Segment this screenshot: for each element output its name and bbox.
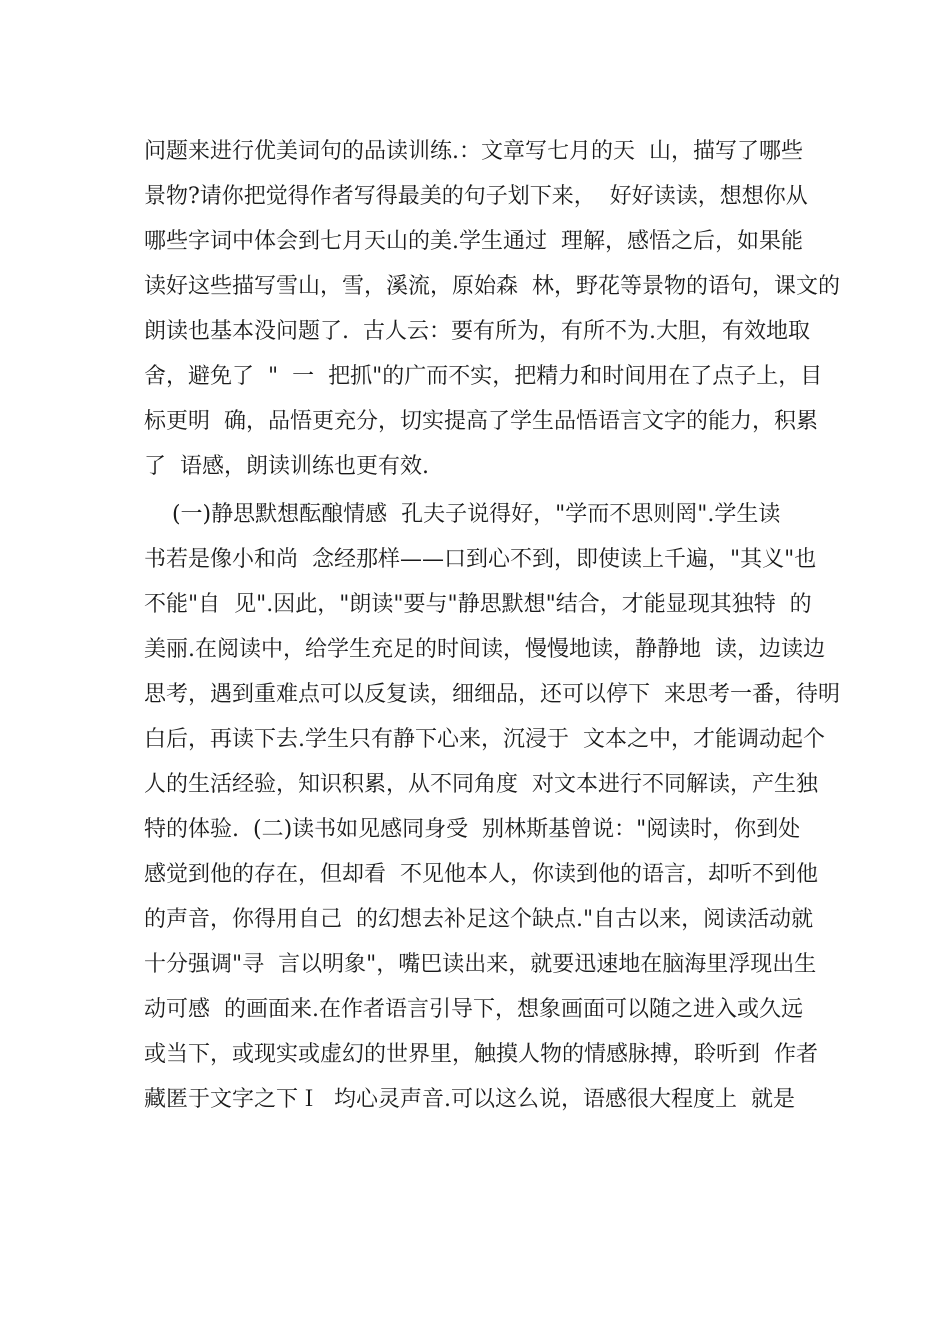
text-line: 舍，避免了 " 一 把抓"的广而不实，把精力和时间用在了点子上，目 bbox=[144, 364, 823, 389]
text-line: 动可感 的画面来.在作者语言引导下，想象画面可以随之进入或久远 bbox=[144, 997, 803, 1022]
text-line: 思考，遇到重难点可以反复读，细细品，还可以停下 来思考一番，待明 bbox=[144, 682, 840, 707]
text-line: 问题来进行优美词句的品读训练.：文章写七月的天 山，描写了哪些 bbox=[144, 139, 803, 164]
text-line: 不能"自 见".因此，"朗读"要与"静思默想"结合，才能显现其独特 的 bbox=[144, 592, 812, 617]
text-line: 人的生活经验，知识积累，从不同角度 对文本进行不同解读，产生独 bbox=[144, 772, 818, 797]
text-line: 藏匿于文字之下Ｉ 均心灵声音.可以这么说，语感很大程度上 就是 bbox=[144, 1087, 795, 1112]
text-line: 标更明 确，品悟更充分，切实提高了学生品悟语言文字的能力，积累 bbox=[144, 409, 818, 434]
text-line: 特的体验. (二)读书如见感同身受 别林斯基曾说："阅读时，你到处 bbox=[144, 817, 801, 842]
text-line: 的声音，你得用自己 的幻想去补足这个缺点."自古以来，阅读活动就 bbox=[144, 907, 814, 932]
text-line: 读好这些描写雪山，雪，溪流，原始森 林，野花等景物的语句，课文的 bbox=[144, 274, 840, 299]
text-line: 了 语感，朗读训练也更有效. bbox=[144, 454, 429, 479]
text-line: 或当下，或现实或虚幻的世界里，触摸人物的情感脉搏，聆听到 作者 bbox=[144, 1042, 818, 1067]
text-line: 书若是像小和尚 念经那样——口到心不到，即使读上千遍，"其义"也 bbox=[144, 547, 817, 572]
text-line: (一)静思默想酝酿情感 孔夫子说得好，"学而不思则罔".学生读 bbox=[144, 502, 781, 527]
text-line: 景物?请你把觉得作者写得最美的句子划下来， 好好读读，想想你从 bbox=[144, 184, 808, 209]
text-line: 朗读也基本没问题了. 古人云：要有所为，有所不为.大胆，有效地取 bbox=[144, 319, 810, 344]
text-line: 美丽.在阅读中，给学生充足的时间读，慢慢地读，静静地 读，边读边 bbox=[144, 637, 825, 662]
text-line: 感觉到他的存在，但却看 不见他本人，你读到他的语言，却听不到他 bbox=[144, 862, 818, 887]
text-line: 哪些字词中体会到七月天山的美.学生通过 理解，感悟之后，如果能 bbox=[144, 229, 803, 254]
text-line: 十分强调"寻 言以明象"，嘴巴读出来，就要迅速地在脑海里浮现出生 bbox=[144, 952, 817, 977]
text-line: 白后，再读下去.学生只有静下心来，沉浸于 文本之中，才能调动起个 bbox=[144, 727, 825, 752]
